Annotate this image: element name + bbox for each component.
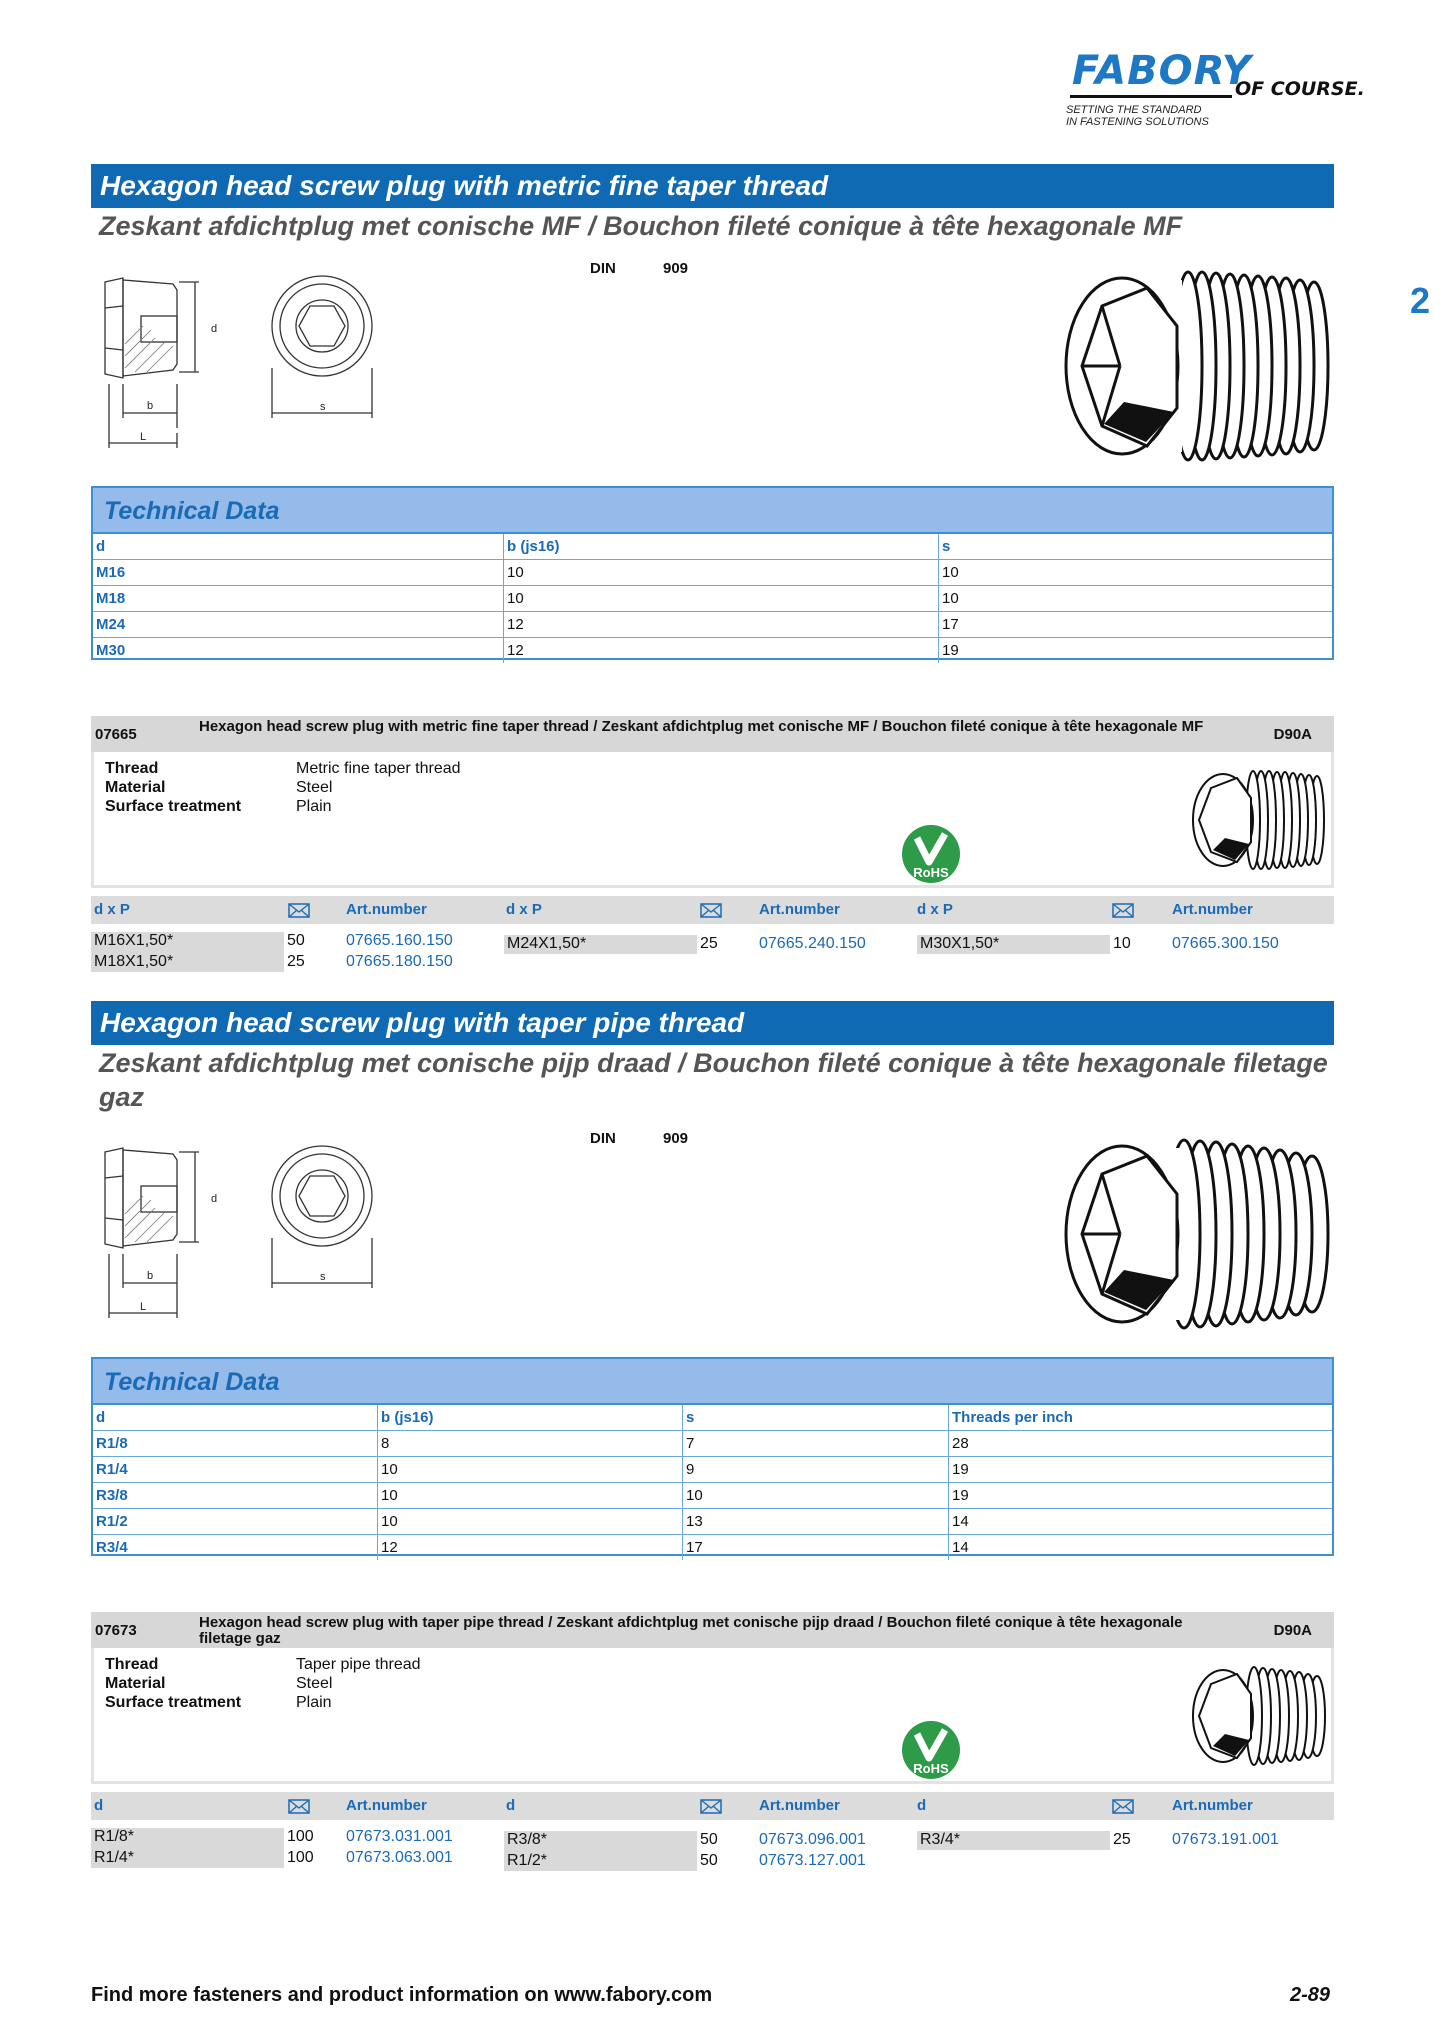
footer-text: Find more fasteners and product information on www.fabory.com — [91, 1984, 713, 2006]
label-b: b — [147, 400, 154, 412]
property-key: Thread — [105, 760, 159, 777]
technical-drawing — [95, 1138, 395, 1328]
list-item-qty: 100 — [287, 1849, 314, 1866]
article-number-link[interactable]: 07665.180.150 — [346, 953, 453, 970]
din-label: DIN — [590, 1130, 616, 1147]
article-title: Hexagon head screw plug with metric fine taper thread / Zeskant afdichtplug met conische MF / Bouchon fileté conique à tête hexagonale MF — [199, 718, 1204, 735]
article-number-link[interactable]: 07673.031.001 — [346, 1828, 453, 1845]
artnum-column-header: Art.number — [1172, 901, 1253, 918]
artnum-column-header: Art.number — [759, 901, 840, 918]
table-row: M30 12 19 — [93, 637, 1332, 663]
article-title: Hexagon head screw plug with taper pipe thread / Zeskant afdichtplug met conische pijp draad / Bouchon fileté conique à tête hexagonale filetage gaz — [199, 1614, 1183, 1647]
envelope-icon — [700, 1799, 722, 1814]
article-body — [91, 752, 1334, 888]
technical-data-table — [91, 486, 1334, 660]
column-header: d — [93, 1405, 378, 1430]
rohs-label: RoHS — [913, 865, 949, 880]
list-item-size: M16X1,50* — [94, 932, 174, 949]
size-column-header: d — [94, 1797, 104, 1814]
list-item-size: R1/2* — [507, 1852, 548, 1869]
table-row: M18 10 10 — [93, 585, 1332, 611]
artnum-column-header: Art.number — [1172, 1797, 1253, 1814]
envelope-icon — [288, 903, 310, 918]
list-item-size: M18X1,50* — [94, 953, 174, 970]
list-item-size: R3/4* — [920, 1831, 961, 1848]
list-item-size: R3/8* — [507, 1831, 548, 1848]
column-header: s — [683, 1405, 949, 1430]
envelope-icon — [288, 1799, 310, 1814]
property-key: Material — [105, 1675, 166, 1692]
size-column-header: d x P — [917, 901, 953, 918]
article-number-link[interactable]: 07665.160.150 — [346, 932, 453, 949]
list-item-qty: 10 — [1113, 935, 1131, 952]
artnum-column-header: Art.number — [346, 901, 427, 918]
property-value: Taper pipe thread — [296, 1656, 421, 1673]
column-header: d — [93, 534, 504, 559]
section-number: 2 — [1410, 280, 1431, 321]
page-number: 2-89 — [1290, 1984, 1331, 2006]
list-item-qty: 25 — [1113, 1831, 1131, 1848]
envelope-icon — [1112, 903, 1134, 918]
property-value: Steel — [296, 1675, 333, 1692]
product-title: Hexagon head screw plug with taper pipe thread — [91, 1001, 1334, 1045]
rohs-badge — [899, 1718, 963, 1782]
envelope-icon — [1112, 1799, 1134, 1814]
logo-suffix: OF COURSE. — [1235, 78, 1365, 100]
list-item-size: R1/4* — [94, 1849, 135, 1866]
label-L: L — [140, 1301, 147, 1313]
table-row: M16 10 10 — [93, 559, 1332, 585]
envelope-icon — [700, 903, 722, 918]
label-d: d — [211, 1193, 218, 1205]
article-class: D90A — [1273, 1622, 1312, 1639]
article-code: 07665 — [95, 726, 137, 743]
table-header-row — [93, 1405, 1332, 1430]
article-number-link[interactable]: 07673.063.001 — [346, 1849, 453, 1866]
article-header — [91, 716, 1334, 752]
table-row: R3/8 10 10 19 — [93, 1482, 1332, 1508]
list-item-size: R1/8* — [94, 1828, 135, 1845]
article-list-header — [91, 896, 1334, 924]
article-code: 07673 — [95, 1622, 137, 1639]
article-number-link[interactable]: 07665.300.150 — [1172, 935, 1279, 952]
property-key: Thread — [105, 1656, 159, 1673]
label-s: s — [320, 1271, 326, 1283]
article-number-link[interactable]: 07673.096.001 — [759, 1831, 866, 1848]
article-body — [91, 1648, 1334, 1784]
list-item-size: M30X1,50* — [920, 935, 1000, 952]
list-item-qty: 50 — [287, 932, 305, 949]
list-item-qty: 25 — [700, 935, 718, 952]
column-header: b (js16) — [378, 1405, 683, 1430]
property-key: Surface treatment — [105, 798, 242, 815]
product-subtitle: Zeskant afdichtplug met conische pijp draad / Bouchon fileté conique à tête hexagonale filetage gaz — [99, 1048, 1328, 1112]
product-render-image — [1062, 1134, 1332, 1334]
rohs-label: RoHS — [913, 1761, 949, 1776]
label-d: d — [211, 323, 218, 335]
list-item-qty: 25 — [287, 953, 305, 970]
list-item-size: M24X1,50* — [507, 935, 587, 952]
product-subtitle: Zeskant afdichtplug met conische MF / Bouchon fileté conique à tête hexagonale MF — [99, 211, 1183, 241]
article-list-header — [91, 1792, 1334, 1820]
technical-data-heading: Technical Data — [93, 1359, 1332, 1405]
table-row: M24 12 17 — [93, 611, 1332, 637]
label-b: b — [147, 1270, 154, 1282]
table-row: R1/2 10 13 14 — [93, 1508, 1332, 1534]
label-L: L — [140, 431, 147, 443]
logo-tagline: SETTING THE STANDARD IN FASTENING SOLUTIONS — [1066, 104, 1209, 128]
table-row: R1/8 8 7 28 — [93, 1430, 1332, 1456]
list-item-qty: 50 — [700, 1852, 718, 1869]
column-header: Threads per inch — [952, 1409, 1073, 1426]
logo-brand: FABORY — [1072, 48, 1252, 94]
size-column-header: d x P — [506, 901, 542, 918]
product-thumbnail — [1189, 766, 1327, 874]
din-value: 909 — [663, 1130, 689, 1147]
property-value: Metric fine taper thread — [296, 760, 461, 777]
article-number-link[interactable]: 07673.127.001 — [759, 1852, 866, 1869]
property-value: Plain — [296, 798, 332, 815]
label-s: s — [320, 401, 326, 413]
size-column-header: d — [917, 1797, 927, 1814]
rohs-badge — [899, 822, 963, 886]
logo-underline — [1070, 95, 1232, 98]
artnum-column-header: Art.number — [346, 1797, 427, 1814]
din-label: DIN — [590, 260, 616, 277]
product-render-image — [1062, 266, 1332, 466]
property-value: Plain — [296, 1694, 332, 1711]
property-value: Steel — [296, 779, 333, 796]
article-header — [91, 1612, 1334, 1648]
technical-data-table — [91, 1357, 1334, 1556]
list-item-qty: 50 — [700, 1831, 718, 1848]
artnum-column-header: Art.number — [759, 1797, 840, 1814]
table-header-row — [93, 534, 1332, 559]
article-class: D90A — [1273, 726, 1312, 743]
article-number-link[interactable]: 07673.191.001 — [1172, 1831, 1279, 1848]
table-row: R3/4 12 17 14 — [93, 1534, 1332, 1560]
din-value: 909 — [663, 260, 689, 277]
column-header: b (js16) — [504, 534, 939, 559]
size-column-header: d x P — [94, 901, 130, 918]
column-header: s — [942, 538, 951, 555]
list-item-qty: 100 — [287, 1828, 314, 1845]
product-thumbnail — [1189, 1662, 1327, 1770]
technical-data-heading: Technical Data — [93, 488, 1332, 534]
property-key: Surface treatment — [105, 1694, 242, 1711]
technical-drawing — [95, 268, 395, 458]
product-title: Hexagon head screw plug with metric fine taper thread — [91, 164, 1334, 208]
property-key: Material — [105, 779, 166, 796]
article-number-link[interactable]: 07665.240.150 — [759, 935, 866, 952]
size-column-header: d — [506, 1797, 516, 1814]
table-row: R1/4 10 9 19 — [93, 1456, 1332, 1482]
